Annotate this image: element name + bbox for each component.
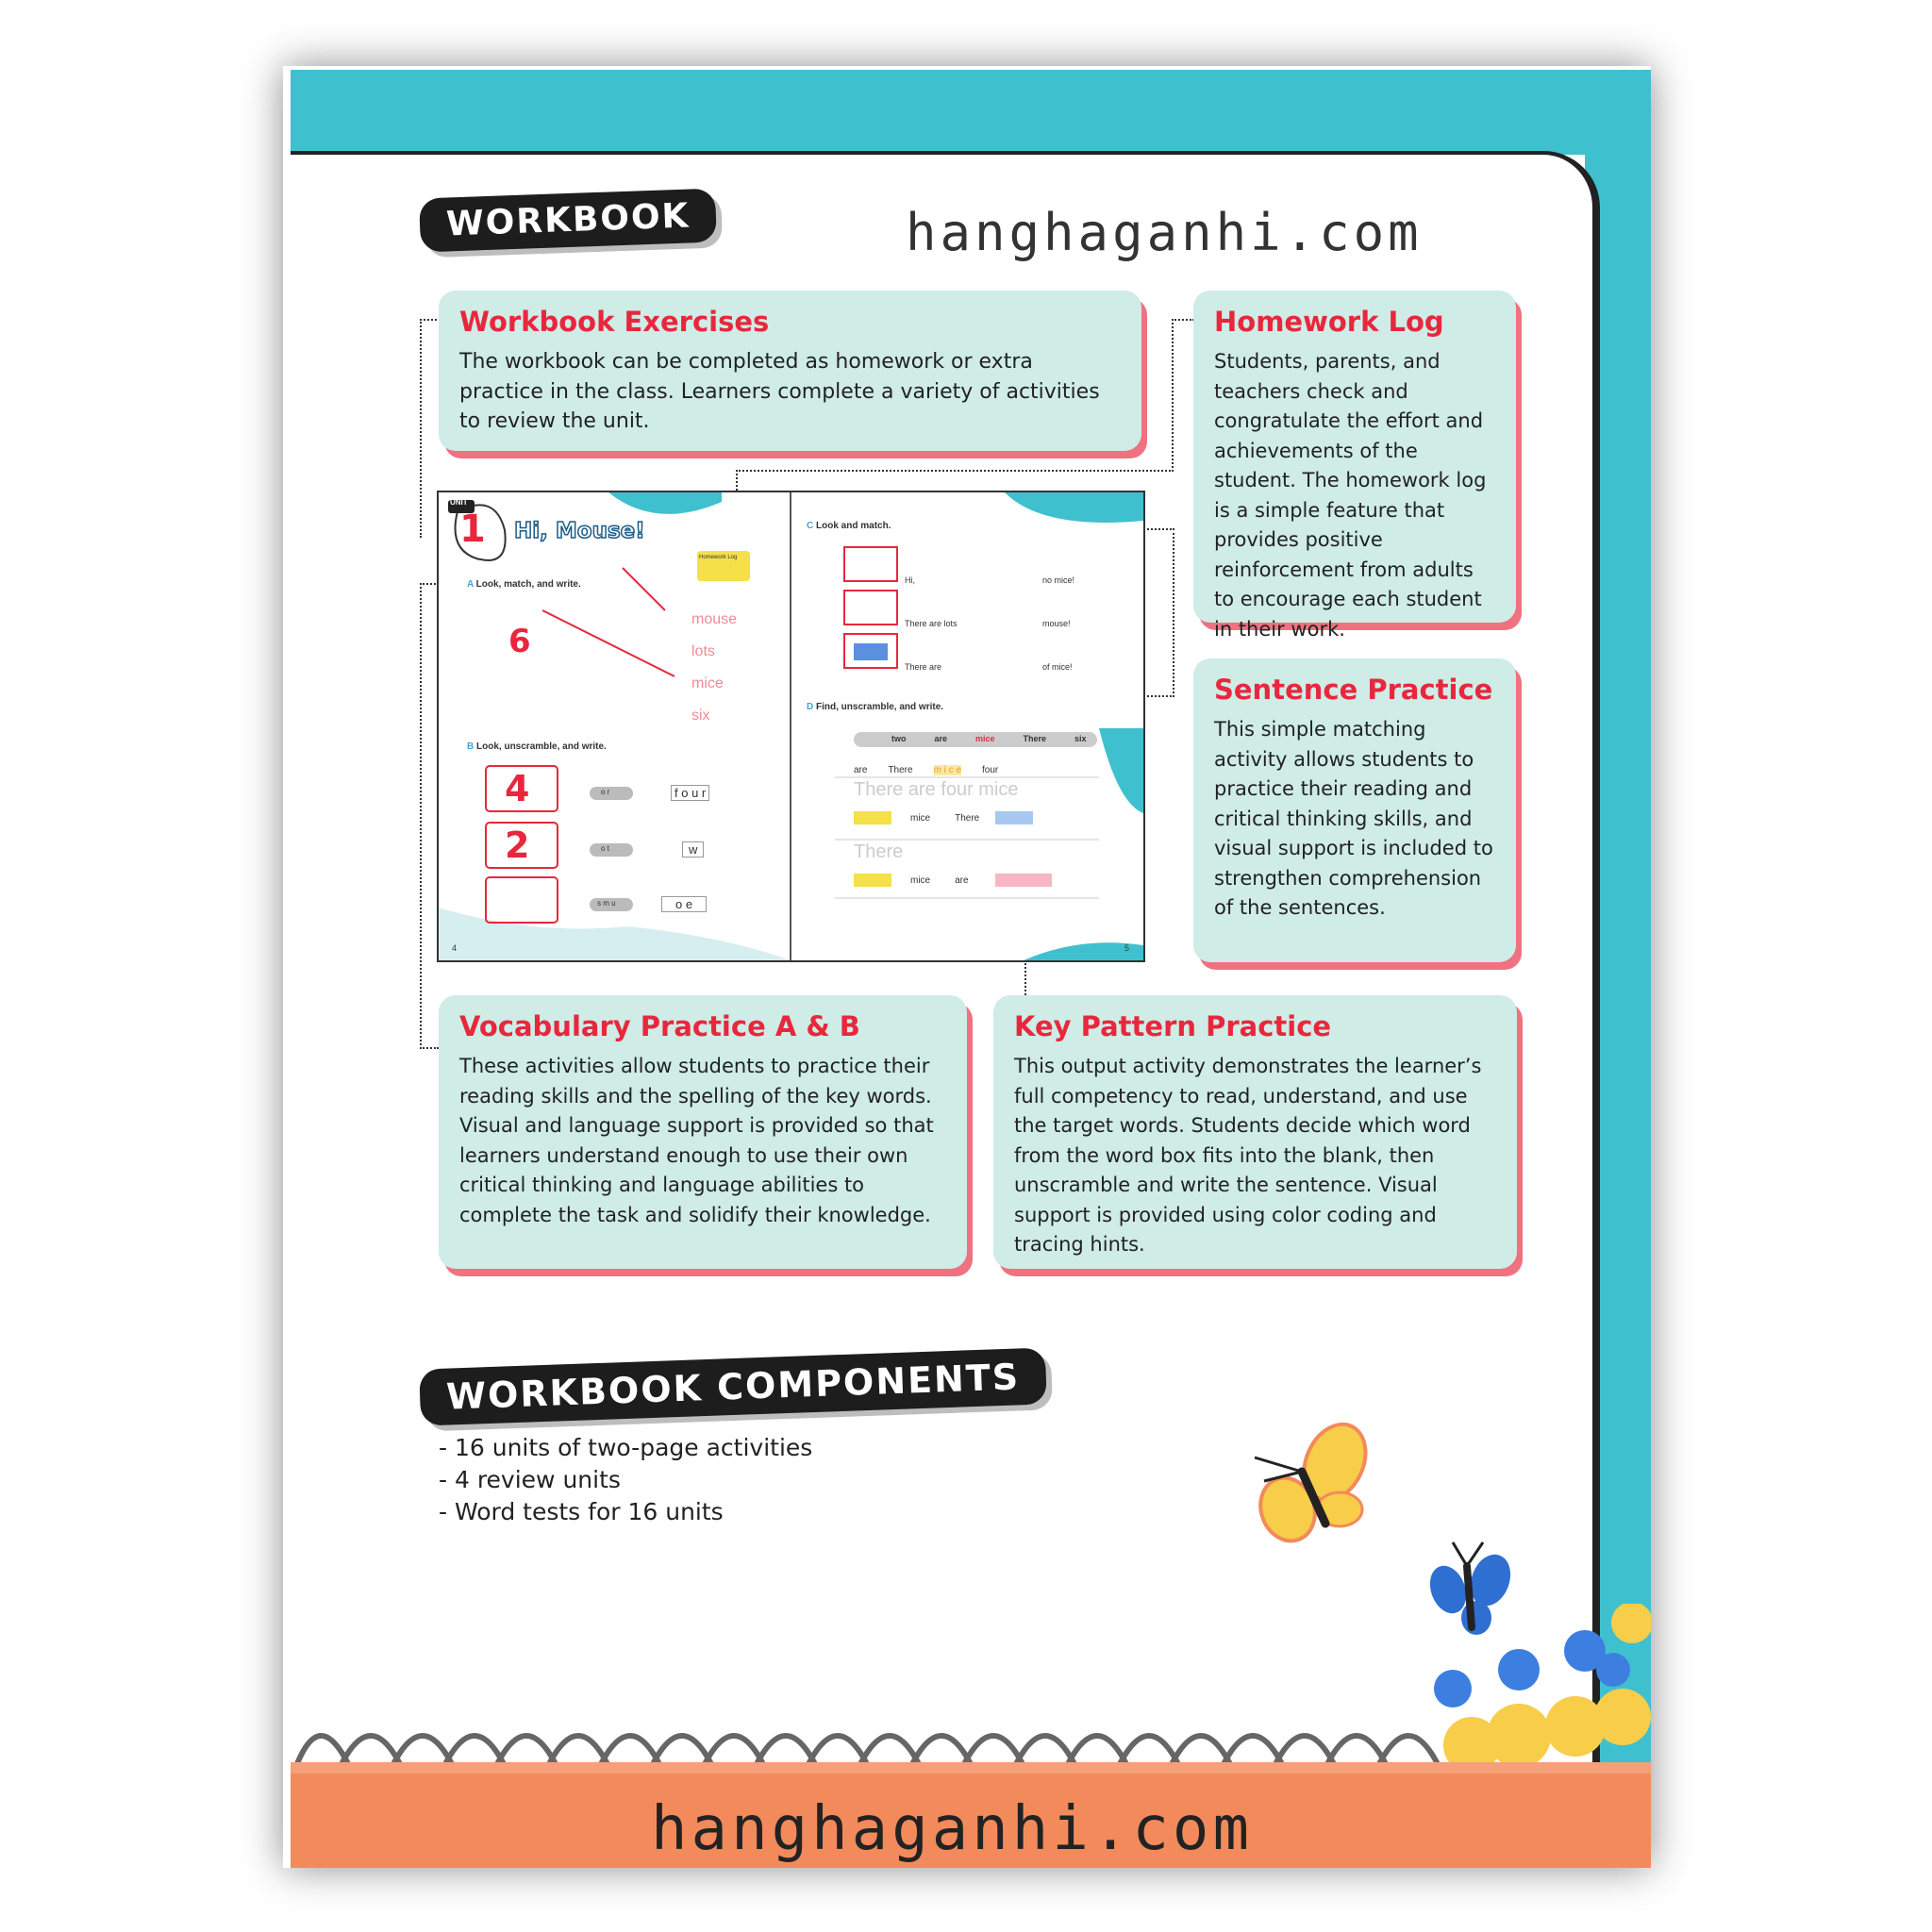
components-title-pill: WORKBOOK COMPONENTS bbox=[419, 1347, 1047, 1425]
section-d-label: Find, unscramble, and write. bbox=[816, 702, 944, 712]
c-left-2: There are lots bbox=[905, 619, 958, 628]
c-right-2: mouse! bbox=[1042, 619, 1071, 628]
unit-number: 1 bbox=[459, 508, 486, 551]
a-word-2: lots bbox=[691, 643, 715, 659]
d-row3-1: mice bbox=[910, 875, 931, 886]
d-wordbox-4: There bbox=[1023, 734, 1047, 743]
d-trace-1: There are four mice bbox=[854, 779, 1019, 800]
box-text: The workbook can be completed as homework or extra practice in the class. Learners complete a variety of activities to review the unit. bbox=[459, 350, 1100, 433]
connector-homework-box bbox=[1172, 319, 1194, 472]
d-row1-3: m i c e bbox=[933, 765, 962, 775]
d-wordbox-2: are bbox=[934, 734, 948, 743]
d-wordbox-5: six bbox=[1074, 734, 1087, 743]
section-a-letter: A bbox=[467, 579, 474, 590]
unit-title: Hi, Mouse! bbox=[514, 519, 645, 543]
c-right-3: of mice! bbox=[1042, 662, 1073, 672]
section-b-label: Look, unscramble, and write. bbox=[476, 741, 607, 752]
b-answer-3: o e bbox=[661, 896, 707, 912]
section-b-letter: B bbox=[467, 741, 475, 752]
d-wordbox-3: mice bbox=[975, 734, 995, 743]
c-left-1: Hi, bbox=[905, 575, 915, 585]
box-workbook-exercises bbox=[439, 291, 1141, 451]
d-row3-2: are bbox=[955, 875, 969, 886]
d-wordbox-1: two bbox=[891, 734, 907, 743]
page-number-right: 5 bbox=[1124, 943, 1130, 953]
box-title: Key Pattern Practice bbox=[1014, 1010, 1332, 1042]
box-title: Homework Log bbox=[1214, 306, 1444, 338]
section-c-label: Look and match. bbox=[816, 521, 891, 531]
watermark-top: hanghaganhi.com bbox=[906, 203, 1423, 262]
spread-art bbox=[439, 492, 1143, 960]
list-item: - Word tests for 16 units bbox=[439, 1498, 724, 1525]
workbook-spread-preview bbox=[437, 491, 1145, 962]
b-scramble-1: o r bbox=[601, 788, 610, 796]
connector-vocabulary bbox=[420, 583, 439, 1049]
box-text: These activities allow students to practice their reading skills and the spelling of the key words. Visual and language support is provided so that learners understand enough to use their own critical thinking and language abilities to complete the task and solidify their knowledge. bbox=[459, 1055, 934, 1226]
box-text: This output activity demonstrates the learner’s full competency to read, understand, and use the target words. Students decide which word from the word box fits into the blank, then unscramble and write the sentence. Visual support is provided using color coding and tracing hints. bbox=[1014, 1055, 1482, 1256]
a-word-3: mice bbox=[691, 675, 724, 691]
b-number-1: 4 bbox=[505, 768, 530, 809]
box-homework-log bbox=[1193, 291, 1516, 641]
watermark-bottom: hanghaganhi.com bbox=[651, 1794, 1253, 1864]
box-title: Sentence Practice bbox=[1214, 674, 1493, 706]
b-scramble-2: o t bbox=[601, 844, 609, 853]
yellow-butterfly-icon bbox=[1236, 1415, 1387, 1557]
a-number-1: 6 bbox=[508, 623, 531, 660]
b-scramble-3: s m u bbox=[597, 899, 616, 908]
d-row1-4: four bbox=[982, 765, 999, 775]
section-c-letter: C bbox=[807, 521, 814, 531]
d-row2-1: mice bbox=[910, 813, 931, 824]
page-number-left: 4 bbox=[452, 943, 458, 953]
a-word-1: mouse bbox=[691, 611, 738, 627]
section-title-pill: WORKBOOK bbox=[419, 189, 717, 253]
b-answer-1: f o u r bbox=[671, 785, 709, 801]
c-left-3: There are bbox=[905, 662, 942, 672]
list-item: - 16 units of two-page activities bbox=[439, 1434, 813, 1461]
c-right-1: no mice! bbox=[1042, 575, 1075, 585]
teal-header-band bbox=[291, 70, 1651, 155]
d-row1-1: are bbox=[854, 765, 868, 775]
box-title: Vocabulary Practice A & B bbox=[459, 1010, 860, 1042]
components-list bbox=[439, 1432, 812, 1528]
section-a-label: Look, match, and write. bbox=[475, 579, 581, 590]
d-row2-2: There bbox=[955, 813, 980, 824]
box-text: Students, parents, and teachers check and congratulate the effort and achievements of the student. The homework log is a simple feature that provides positive reinforcement from adults to encourage each student in their work. bbox=[1214, 350, 1487, 641]
section-d-letter: D bbox=[807, 702, 814, 712]
homework-log-label: Homework Log bbox=[699, 555, 738, 560]
a-word-4: six bbox=[691, 708, 710, 724]
d-row1-2: There bbox=[888, 765, 913, 775]
d-trace-2: There bbox=[854, 841, 904, 862]
list-item: - 4 review units bbox=[439, 1466, 621, 1493]
unit-tag: UNIT bbox=[450, 498, 468, 507]
b-answer-2: w bbox=[682, 841, 704, 858]
box-title: Workbook Exercises bbox=[459, 306, 770, 338]
b-number-2: 2 bbox=[505, 824, 530, 866]
box-vocabulary-practice bbox=[439, 995, 967, 1269]
box-text: This simple matching activity allows students to practice their reading and critical thinking skills, and visual support is included to strengthen comprehension of the sentences. bbox=[1214, 718, 1493, 919]
box-sentence-practice bbox=[1193, 658, 1516, 962]
box-key-pattern-practice bbox=[993, 995, 1517, 1269]
